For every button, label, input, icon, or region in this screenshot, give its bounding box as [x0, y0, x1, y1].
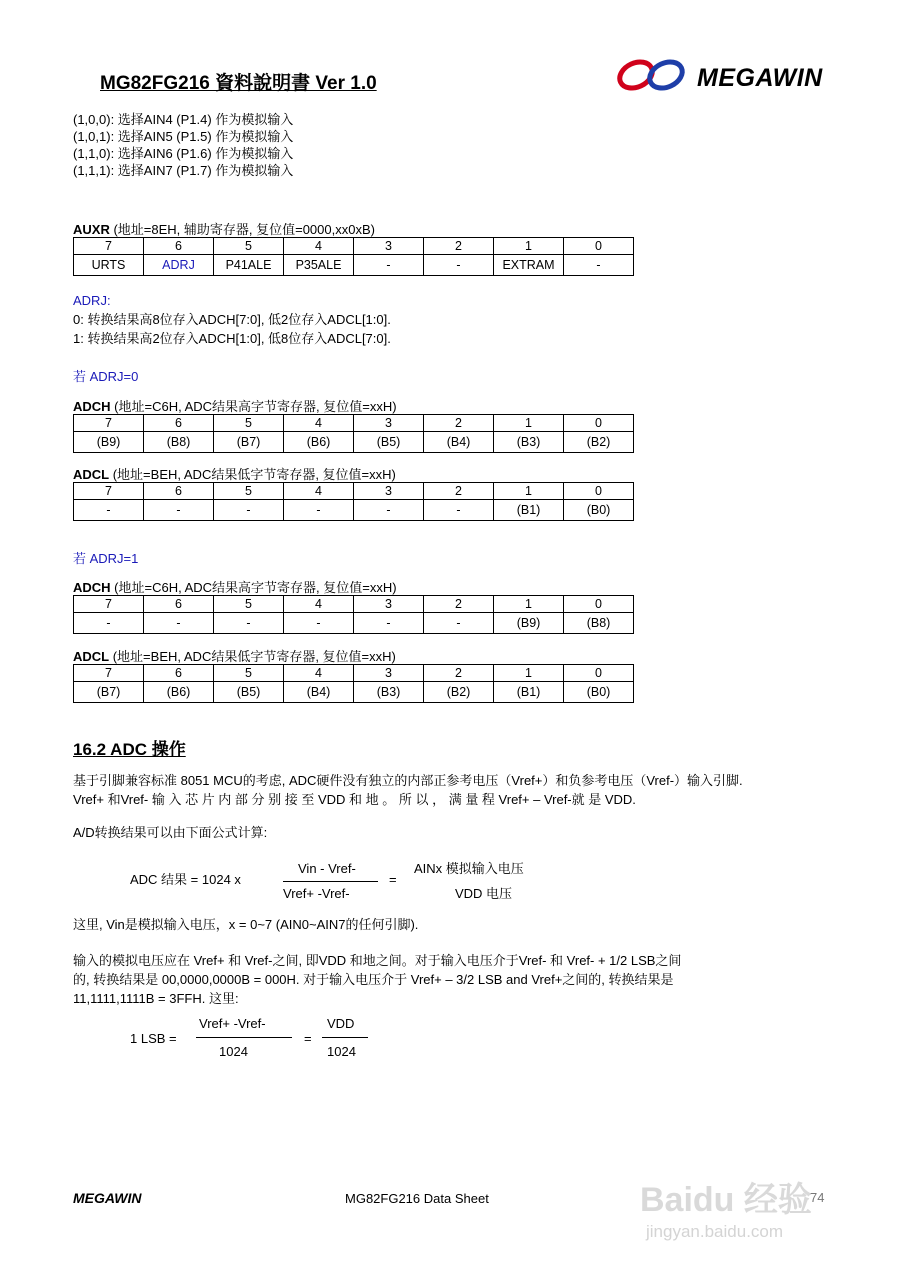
paragraph-line: 基于引脚兼容标准 8051 MCU的考虑, ADC硬件没有独立的内部正参考电压（Vref+）和负参考电压（Vref-）输入引脚.: [73, 773, 743, 788]
bit-value: -: [354, 613, 424, 634]
bit-header: 1: [494, 415, 564, 432]
document-title: MG82FG216 資料說明書 Ver 1.0: [100, 73, 377, 94]
bit-value: -: [424, 613, 494, 634]
register-name: AUXR: [73, 222, 110, 237]
footer-title: MG82FG216 Data Sheet: [345, 1191, 489, 1206]
paragraph-line: 的, 转换结果是 00,0000,0000B = 000H. 对于输入电压介于 Vref+ – 3/2 LSB and Vref+之间的, 转换结果是: [73, 972, 674, 987]
adcl-caption: [73, 646, 396, 665]
paragraph: [73, 771, 873, 809]
bit-value: (B1): [494, 682, 564, 703]
bit-value: (B4): [284, 682, 354, 703]
bit-value: -: [354, 500, 424, 521]
register-name: ADCL: [73, 467, 110, 482]
paragraph: [73, 951, 681, 1008]
baidu-watermark: Baidu 经验: [640, 1181, 812, 1219]
bit-header: 6: [144, 665, 214, 682]
bit-header: 4: [284, 483, 354, 500]
bit-value: (B6): [144, 682, 214, 703]
adcl-table: [73, 664, 634, 703]
megawin-logo: [612, 55, 694, 100]
bit-header: 5: [214, 665, 284, 682]
bit-header: 7: [74, 483, 144, 500]
lsb-rhs-numerator: VDD: [327, 1016, 355, 1031]
bit-header: 4: [284, 665, 354, 682]
bit-header: 5: [214, 483, 284, 500]
auxr-table: [73, 237, 634, 276]
bit-header: 6: [144, 483, 214, 500]
bit-value: (B3): [494, 432, 564, 453]
bit-value: -: [144, 500, 214, 521]
adrj-line: 1: 转换结果高2位存入ADCH[1:0], 低8位存入ADCL[7:0].: [73, 331, 391, 346]
bit-value: (B3): [354, 682, 424, 703]
bit-header: 7: [74, 596, 144, 613]
bit-value: -: [214, 500, 284, 521]
bit-value: (B6): [284, 432, 354, 453]
watermark-url: jingyan.baidu.com: [646, 1222, 784, 1241]
adch-table: [73, 595, 634, 634]
bit-value: (B8): [564, 613, 634, 634]
bit-value: (B9): [74, 432, 144, 453]
bit-value: (B2): [564, 432, 634, 453]
register-desc: (地址=8EH, 辅助寄存器, 复位值=0000,xx0xB): [109, 222, 375, 237]
bit-header: 7: [74, 415, 144, 432]
formula-rhs-denominator: VDD 电压: [455, 886, 513, 901]
bit-header: 1: [494, 483, 564, 500]
bit-value: (B7): [214, 432, 284, 453]
bit-header: 1: [494, 596, 564, 613]
bit-header: 5: [214, 415, 284, 432]
bit-value: -: [564, 255, 634, 276]
paragraph-line: Vref+ 和Vref- 输 入 芯 片 内 部 分 别 接 至 VDD 和 地 。 所 以 ， 满 量 程 Vref+ – Vref-就 是 VDD.: [73, 792, 636, 807]
bit-value: -: [74, 500, 144, 521]
footer-brand: MEGAWIN: [73, 1190, 142, 1206]
bit-header: 7: [74, 238, 144, 255]
formula-numerator: Vin - Vref-: [298, 861, 356, 876]
bit-header: 3: [354, 483, 424, 500]
bit-header: 2: [424, 483, 494, 500]
register-name: ADCH: [73, 399, 111, 414]
bit-header: 2: [424, 596, 494, 613]
auxr-caption: [73, 219, 375, 238]
fraction-bar: [322, 1037, 368, 1038]
intro-line: (1,1,0): 选择AIN6 (P1.6) 作为模拟输入: [73, 146, 294, 161]
register-name: ADCL: [73, 649, 110, 664]
bit-value: -: [144, 613, 214, 634]
adrj-description: [73, 291, 391, 348]
adch-table: [73, 414, 634, 453]
bit-header: 0: [564, 415, 634, 432]
bit-header: 0: [564, 483, 634, 500]
lsb-numerator: Vref+ -Vref-: [199, 1016, 266, 1031]
adch-caption: [73, 396, 397, 415]
bit-value: URTS: [74, 255, 144, 276]
lsb-lhs: 1 LSB =: [130, 1031, 177, 1046]
bit-header: 3: [354, 238, 424, 255]
bit-header: 3: [354, 415, 424, 432]
fraction-bar: [283, 881, 378, 882]
formula-denominator: Vref+ -Vref-: [283, 886, 350, 901]
paragraph-line: 输入的模拟电压应在 Vref+ 和 Vref-之间, 即VDD 和地之间。对于输入电压介于Vref- 和 Vref- + 1/2 LSB之间: [73, 953, 682, 968]
lsb-equals: =: [304, 1031, 312, 1046]
intro-line: (1,1,1): 选择AIN7 (P1.7) 作为模拟输入: [73, 163, 294, 178]
case-heading: 若 ADRJ=1: [73, 551, 139, 566]
bit-value: -: [424, 500, 494, 521]
bit-value: P35ALE: [284, 255, 354, 276]
bit-value: (B4): [424, 432, 494, 453]
intro-list: [73, 111, 293, 179]
paragraph: A/D转换结果可以由下面公式计算:: [73, 825, 268, 840]
bit-value: EXTRAM: [494, 255, 564, 276]
intro-line: (1,0,1): 选择AIN5 (P1.5) 作为模拟输入: [73, 129, 294, 144]
bit-header: 7: [74, 665, 144, 682]
bit-header: 2: [424, 665, 494, 682]
bit-value: -: [354, 255, 424, 276]
bit-value: (B0): [564, 682, 634, 703]
formula-lhs: ADC 结果 = 1024 x: [130, 872, 241, 887]
bit-header: 4: [284, 415, 354, 432]
paragraph-line: 11,1111,1111B = 3FFH. 这里:: [73, 991, 239, 1006]
fraction-bar: [196, 1037, 292, 1038]
paragraph: 这里, Vin是模拟输入电压，x = 0~7 (AIN0~AIN7的任何引脚).: [73, 917, 419, 932]
bit-value: (B0): [564, 500, 634, 521]
bit-header: 4: [284, 238, 354, 255]
bit-header: 2: [424, 415, 494, 432]
intro-line: (1,0,0): 选择AIN4 (P1.4) 作为模拟输入: [73, 112, 294, 127]
lsb-denominator: 1024: [219, 1044, 248, 1059]
bit-header: 6: [144, 238, 214, 255]
bit-value: -: [284, 613, 354, 634]
case-heading: 若 ADRJ=0: [73, 369, 139, 384]
bit-header: 5: [214, 596, 284, 613]
register-name: ADCH: [73, 580, 111, 595]
bit-value: (B2): [424, 682, 494, 703]
register-desc: (地址=BEH, ADC结果低字节寄存器, 复位值=xxH): [109, 467, 396, 482]
register-desc: (地址=C6H, ADC结果高字节寄存器, 复位值=xxH): [110, 399, 397, 414]
bit-value-adrj: ADRJ: [144, 255, 214, 276]
bit-value: (B1): [494, 500, 564, 521]
bit-header: 6: [144, 596, 214, 613]
lsb-rhs-denominator: 1024: [327, 1044, 356, 1059]
register-desc: (地址=BEH, ADC结果低字节寄存器, 复位值=xxH): [109, 649, 396, 664]
bit-value: -: [214, 613, 284, 634]
bit-header: 6: [144, 415, 214, 432]
formula-rhs-numerator: AINx 模拟输入电压: [414, 861, 524, 876]
bit-header: 5: [214, 238, 284, 255]
adcl-caption: [73, 464, 396, 483]
formula-equals: =: [389, 872, 397, 887]
bit-value: -: [74, 613, 144, 634]
bit-value: -: [424, 255, 494, 276]
bit-header: 2: [424, 238, 494, 255]
adch-caption: [73, 577, 397, 596]
bit-header: 0: [564, 596, 634, 613]
bit-header: 4: [284, 596, 354, 613]
brand-name: MEGAWIN: [697, 64, 823, 92]
bit-value: P41ALE: [214, 255, 284, 276]
bit-value: (B7): [74, 682, 144, 703]
bit-header: 1: [494, 665, 564, 682]
bit-value: -: [284, 500, 354, 521]
bit-value: (B5): [214, 682, 284, 703]
bit-header: 0: [564, 238, 634, 255]
bit-value: (B5): [354, 432, 424, 453]
adrj-title: ADRJ:: [73, 293, 111, 308]
bit-header: 0: [564, 665, 634, 682]
bit-header: 3: [354, 665, 424, 682]
bit-value: (B9): [494, 613, 564, 634]
register-desc: (地址=C6H, ADC结果高字节寄存器, 复位值=xxH): [110, 580, 397, 595]
bit-header: 1: [494, 238, 564, 255]
adcl-table: [73, 482, 634, 521]
adrj-line: 0: 转换结果高8位存入ADCH[7:0], 低2位存入ADCL[1:0].: [73, 312, 391, 327]
bit-header: 3: [354, 596, 424, 613]
page-number: 74: [810, 1190, 825, 1205]
section-title: 16.2 ADC 操作: [73, 740, 186, 759]
bit-value: (B8): [144, 432, 214, 453]
